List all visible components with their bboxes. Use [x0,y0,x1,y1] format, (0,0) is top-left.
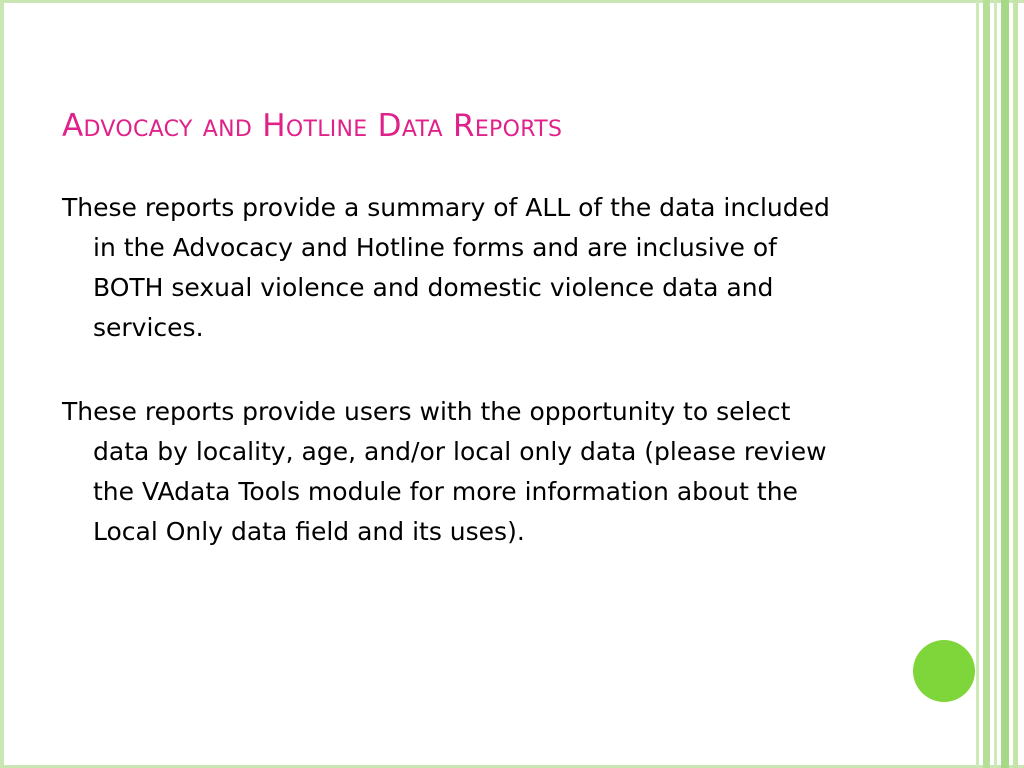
border-left [0,0,4,768]
decorative-stripe [1001,0,1009,768]
border-top [0,0,1024,3]
decorative-stripe [983,0,990,768]
decorative-stripe [1013,0,1018,768]
slide-title: Advocacy and Hotline Data Reports [62,108,563,144]
paragraph-options: These reports provide users with the opportunity to select data by locality, age, and/or local only data (please review the VAdata Tools module for more information about the Local Only data field and its uses). [62,397,827,546]
decorative-circle [913,640,975,702]
decorative-stripe [994,0,997,768]
slide-body [62,188,852,596]
paragraph-summary: These reports provide a summary of ALL of the data included in the Advocacy and Hotline forms and are inclusive of BOTH sexual violence and domestic violence data and services. [62,193,830,342]
decorative-stripe [976,0,979,768]
